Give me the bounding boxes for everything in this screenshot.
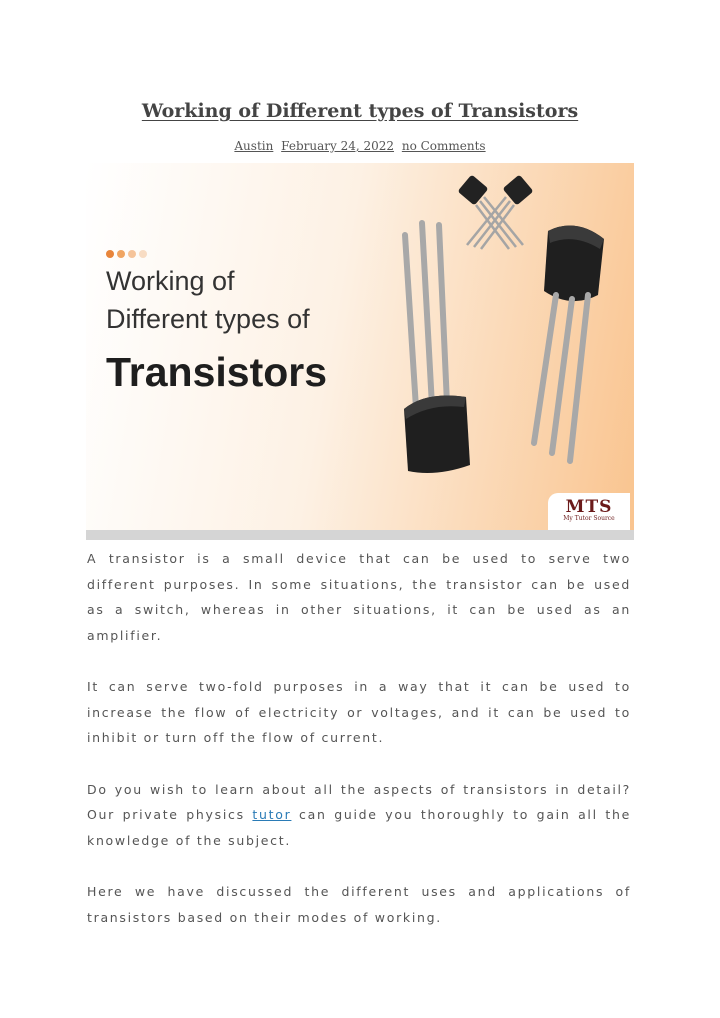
article-title: Working of Different types of Transistors	[141, 100, 579, 122]
paragraph-4: Here we have discussed the different uses and applications of transistors based on their modes of working.	[87, 884, 631, 925]
date-link[interactable]: February 24, 2022	[281, 139, 395, 153]
brand-logo	[548, 493, 630, 531]
logo-mark: MTS	[565, 497, 613, 517]
hero-heading-line1: Working of	[106, 266, 235, 296]
comments-link[interactable]: no Comments	[401, 139, 486, 153]
article-body	[87, 546, 631, 956]
paragraph-3	[87, 777, 631, 854]
paragraph-2: It can serve two-fold purposes in a way that it can be used to increase the flow of electricity or voltages, and it can be used to inhibit or turn off the flow of current.	[87, 679, 631, 745]
author-link[interactable]: Austin	[234, 139, 274, 153]
hero-image	[86, 163, 634, 533]
tutor-link[interactable]: tutor	[252, 807, 292, 822]
paragraph-3-text-b: can guide you thoroughly to gain all the knowledge of the subject.	[87, 807, 631, 848]
hero-heading-line3: Transistors	[106, 349, 328, 395]
paragraph-1: A transistor is a small device that can be used to serve two different purposes. In some situations, the transistor can be used as a switch, whereas in other situations, it can be used as an amplifier.	[87, 551, 631, 643]
article-meta	[0, 139, 720, 153]
hero-divider	[86, 530, 634, 540]
logo-subtitle: My Tutor Source	[563, 515, 615, 522]
hero-heading-line2: Different types of	[106, 304, 310, 334]
transistor-illustration	[86, 163, 634, 533]
paragraph-3-text-a: Do you wish to learn about all the aspects of transistors in detail? Our private physics	[87, 781, 631, 822]
large-transistor-right	[534, 226, 604, 461]
large-transistor-left	[404, 223, 470, 473]
